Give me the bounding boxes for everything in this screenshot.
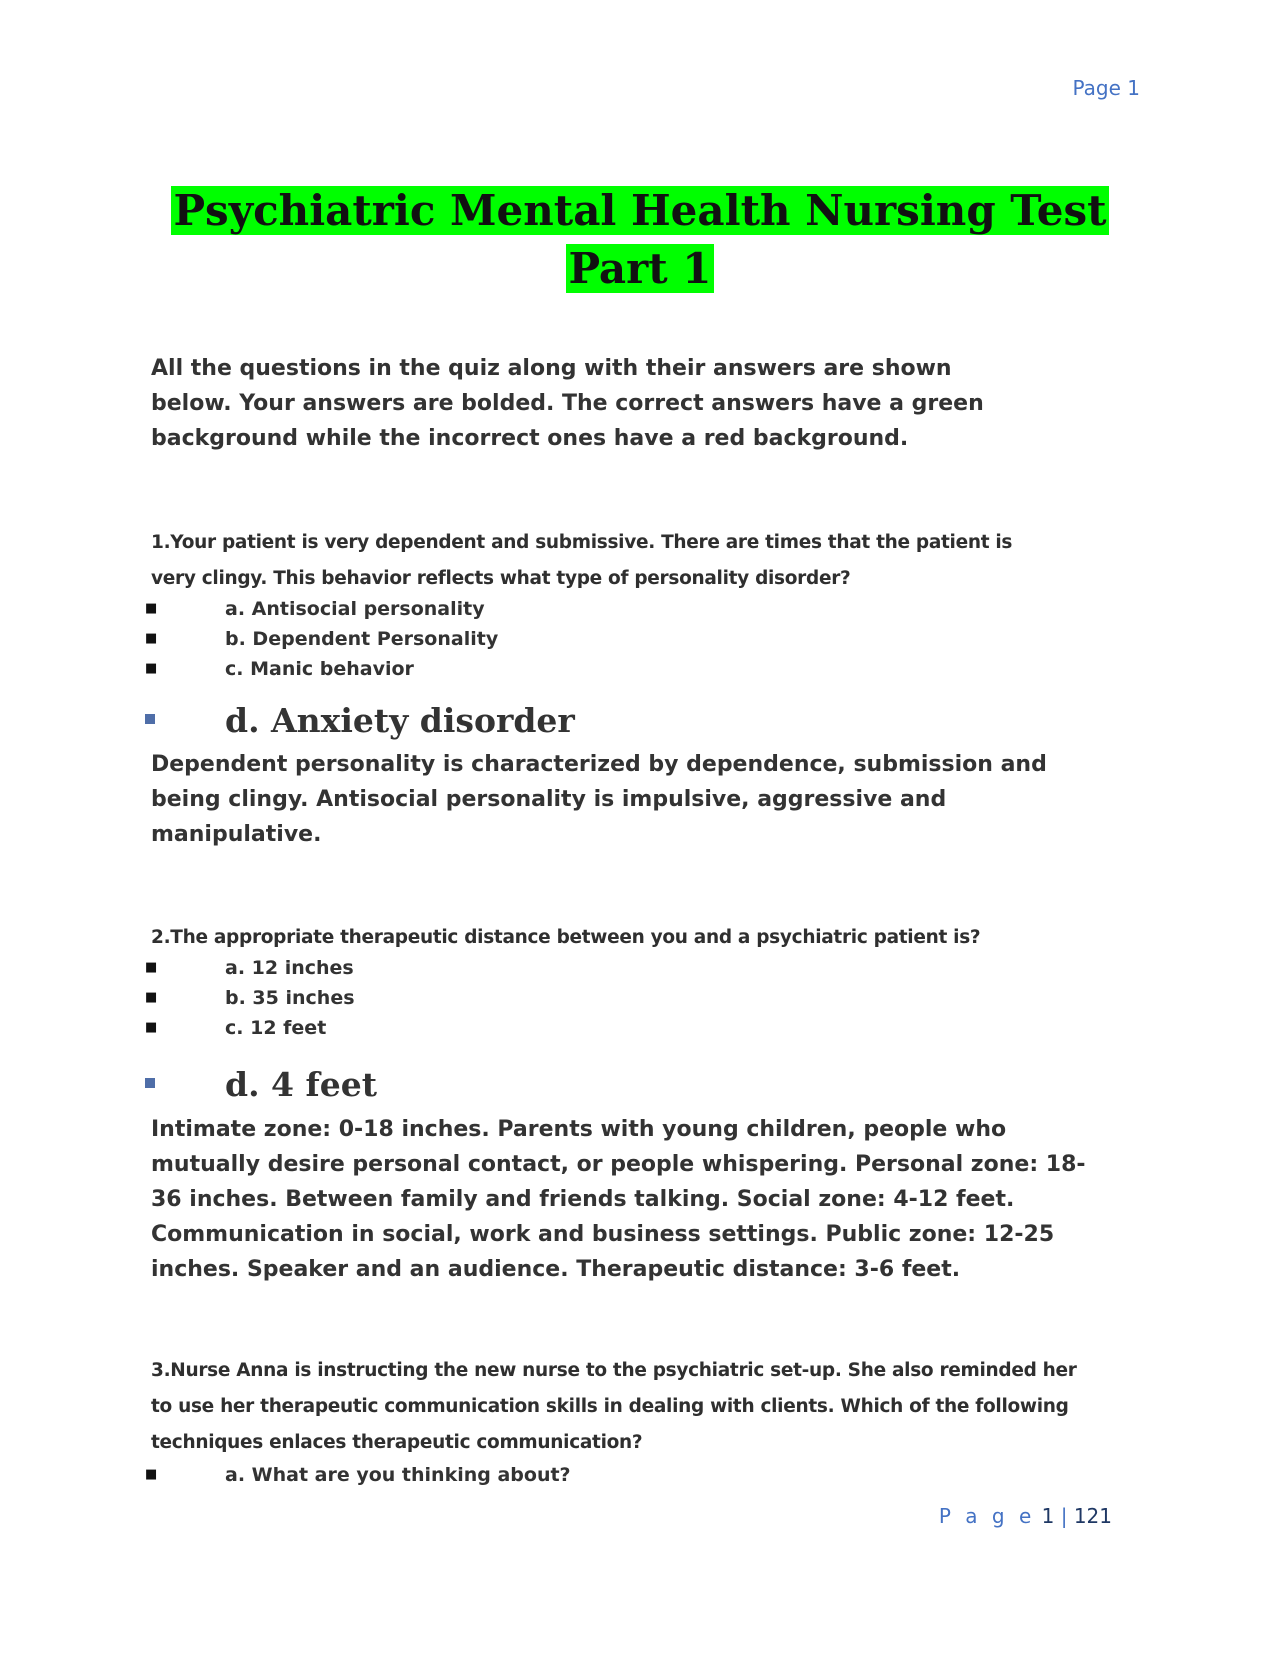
footer-page-number: 1 bbox=[1041, 1504, 1055, 1528]
square-bullet-icon: ■ bbox=[145, 661, 158, 676]
square-bullet-icon bbox=[145, 1078, 155, 1088]
document-title bbox=[0, 182, 1280, 298]
square-bullet-icon: ■ bbox=[145, 1467, 158, 1482]
title-line-2: Part 1 bbox=[568, 244, 712, 293]
question-2-explanation: Intimate zone: 0-18 inches. Parents with young children, people who mutually desire personal contact, or people whispering. Personal zone: 18-36 inches. Between family and friends talking. Social zone: 4-12 feet. Communication in social, work and business settings. Public zone: 12-25 inches. Speaker and an audience. Therapeutic distance: 3-6 feet. bbox=[151, 1117, 1086, 1282]
footer-separator: | bbox=[1060, 1504, 1068, 1528]
question-3-text: 3.Nurse Anna is instructing the new nurse to the psychiatric set-up. She also reminded her to use her therapeutic communication skills in dealing with clients. Which of the following techniques enlaces therapeutic communication? bbox=[151, 1360, 1077, 1453]
square-bullet-icon: ■ bbox=[145, 1020, 158, 1035]
square-bullet-icon: ■ bbox=[145, 990, 158, 1005]
question-1-explanation: Dependent personality is characterized by dependence, submission and being clingy. Antisocial personality is impulsive, aggressive and manipulative. bbox=[151, 752, 1047, 847]
footer-page-word: P a g e bbox=[938, 1504, 1036, 1528]
square-bullet-icon: ■ bbox=[145, 631, 158, 646]
page-header: Page 1 bbox=[1072, 76, 1140, 100]
footer-total-pages: 121 bbox=[1073, 1504, 1112, 1528]
question-2-text: 2.The appropriate therapeutic distance between you and a psychiatric patient is? bbox=[151, 927, 981, 948]
square-bullet-icon: ■ bbox=[145, 960, 158, 975]
page-footer bbox=[939, 1504, 1112, 1528]
square-bullet-icon bbox=[145, 714, 155, 724]
question-1-text: 1.Your patient is very dependent and submissive. There are times that the patient is very clingy. This behavior reflects what type of personality disorder? bbox=[151, 532, 1013, 589]
title-line-1: Psychiatric Mental Health Nursing Test bbox=[173, 186, 1107, 235]
square-bullet-icon: ■ bbox=[145, 601, 158, 616]
intro-paragraph: All the questions in the quiz along with their answers are shown below. Your answers are bolded. The correct answers have a green background while the incorrect ones have a red background. bbox=[151, 356, 984, 451]
